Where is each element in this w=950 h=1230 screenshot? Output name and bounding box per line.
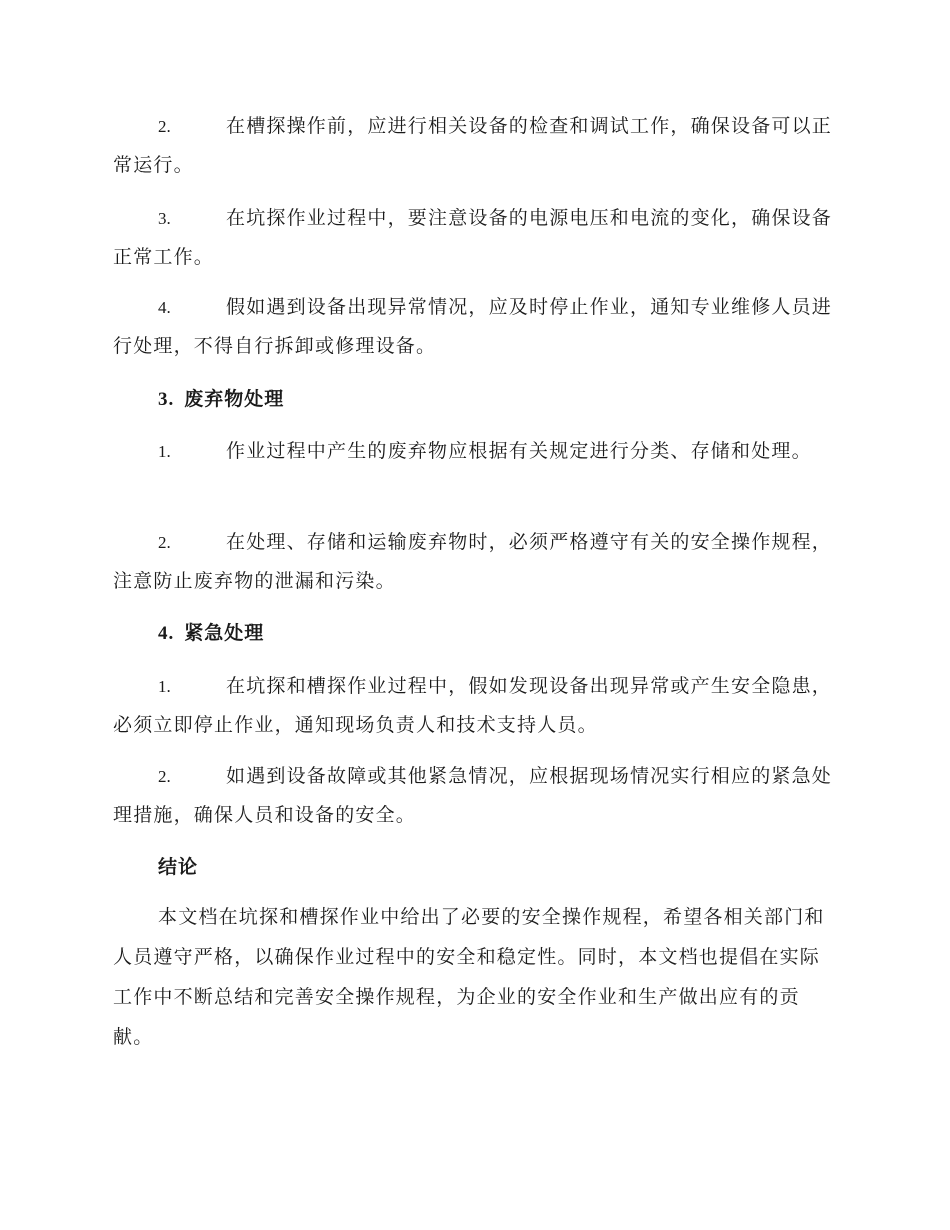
- section-number: 3.: [158, 389, 175, 410]
- item-number: 2.: [158, 767, 171, 786]
- conclusion-paragraph: 本文档在坑探和槽探作业中给出了必要的安全操作规程，希望各相关部门和人员遵守严格，以确保作业过程中的安全和稳定性。同时，本文档也提倡在实际工作中不断总结和完善安全操作规程，为企业的安全作业和生产做出应有的贡献。: [113, 906, 825, 1048]
- list-item: [113, 288, 838, 365]
- item-number: 2.: [158, 117, 171, 136]
- item-text: 作业过程中产生的废弃物应根据有关规定进行分类、存储和处理。: [226, 440, 812, 462]
- section-title: 紧急处理: [184, 622, 265, 644]
- item-text: 在坑探作业过程中，要注意设备的电源电压和电流的变化，确保设备正常工作。: [113, 207, 833, 268]
- item-number: 1.: [158, 442, 171, 461]
- item-text: 在处理、存储和运输废弃物时，必须严格遵守有关的安全操作规程，注意防止废弃物的泄漏和污染。: [113, 531, 833, 592]
- section-heading-waste: [158, 380, 284, 419]
- item-text: 假如遇到设备出现异常情况，应及时停止作业，通知专业维修人员进行处理，不得自行拆卸或修理设备。: [113, 296, 833, 357]
- item-text: 在坑探和槽探作业过程中，假如发现设备出现异常或产生安全隐患，必须立即停止作业，通知现场负责人和技术支持人员。: [113, 675, 833, 736]
- conclusion-heading: 结论: [158, 856, 199, 878]
- item-number: 2.: [158, 533, 171, 552]
- list-item: [113, 667, 838, 744]
- section-title: 废弃物处理: [184, 388, 285, 410]
- section-heading-emergency: [158, 614, 264, 653]
- section-number: 4.: [158, 623, 175, 644]
- list-item: [113, 199, 838, 276]
- item-number: 1.: [158, 677, 171, 696]
- item-number: 4.: [158, 298, 171, 317]
- item-text: 如遇到设备故障或其他紧急情况，应根据现场情况实行相应的紧急处理措施，确保人员和设备的安全。: [113, 765, 833, 826]
- item-text: 在槽探操作前，应进行相关设备的检查和调试工作，确保设备可以正常运行。: [113, 115, 833, 176]
- list-item: [113, 757, 838, 834]
- list-item: [113, 432, 838, 471]
- list-item: [113, 523, 838, 600]
- item-number: 3.: [158, 209, 171, 228]
- list-item: [113, 107, 838, 184]
